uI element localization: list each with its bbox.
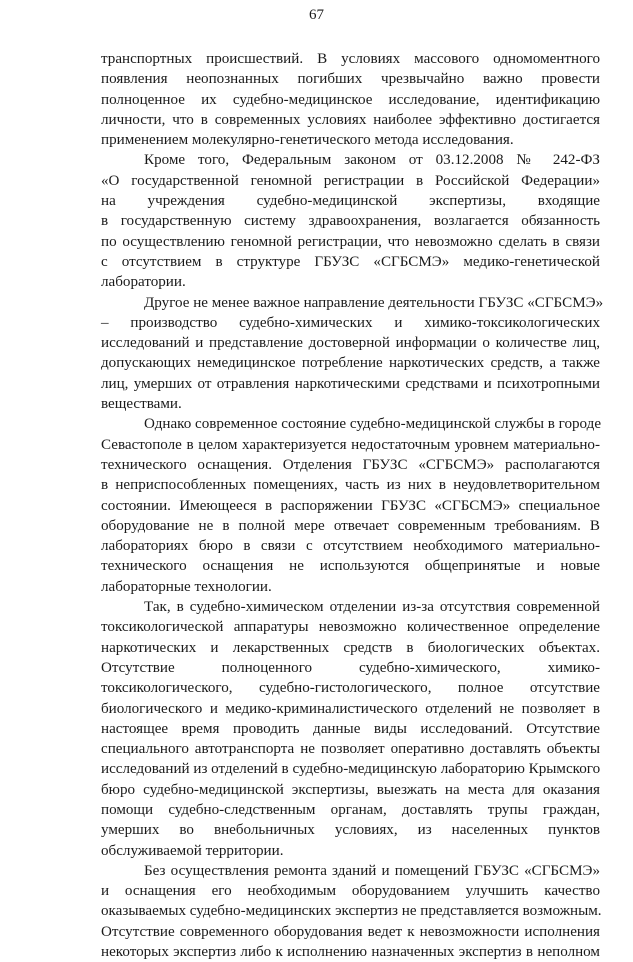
text-line: умерших во внебольничных условиях, из населенных пунктов	[101, 822, 600, 839]
text-line: полноценное их судебно-медицинское исследование, идентификацию	[101, 91, 600, 108]
text-line: Отсутствие полноценного судебно-химического, химико-	[101, 659, 600, 676]
text-line: технического оснащения. Отделения ГБУЗС «СГБСМЭ» располагаются	[101, 456, 600, 473]
text-line: с отсутствием в структуре ГБУЗС «СГБСМЭ» медико-генетической	[101, 253, 600, 270]
text-line: настоящее время проводить данные виды исследований. Отсутствие	[101, 720, 600, 737]
text-line: оборудование не в полной мере отвечает современным требованиям. В	[101, 517, 600, 534]
paragraph	[101, 293, 604, 415]
text-line: токсикологической аппаратуры невозможно количественное определение	[101, 619, 600, 636]
text-line: в государственную систему здравоохранения, возлагается обязанность	[101, 213, 600, 230]
text-line: личности, что в современных условиях наиболее эффективно достигается	[101, 111, 600, 128]
text-line: специального автотранспорта не позволяет оперативно доставлять объекты	[101, 741, 600, 758]
paragraph	[101, 597, 600, 861]
text-line: Отсутствие современного оборудования ведет к невозможности исполнения	[101, 923, 600, 940]
text-line: токсикологического, судебно-гистологического, полное отсутствие	[101, 680, 600, 697]
text-line: веществами.	[101, 396, 182, 413]
text-line: лаборатории.	[101, 274, 186, 291]
text-line: состоянии. Имеющееся в распоряжении ГБУЗС «СГБСМЭ» специальное	[101, 497, 600, 514]
paragraph	[101, 861, 600, 962]
text-line: Без осуществления ремонта зданий и помещений ГБУЗС «СГБСМЭ»	[144, 862, 600, 879]
text-line: обслуживаемой территории.	[101, 842, 284, 859]
text-line: Однако современное состояние судебно-медицинской службы в городе	[144, 416, 602, 433]
text-line: бюро судебно-медицинской экспертизы, выезжать на места для оказания	[101, 781, 600, 798]
text-line: биологического и медико-криминалистического отделений не позволяет в	[101, 700, 600, 717]
text-line: и оснащения его необходимым оборудованием улучшить качество	[101, 883, 600, 900]
text-line: некоторых экспертиз либо к исполнению назначенных экспертиз в неполном	[101, 944, 600, 961]
text-line: наркотических и лекарственных средств в биологических объектах.	[101, 639, 600, 656]
text-line: в неприспособленных помещениях, часть из них в неудовлетворительном	[101, 477, 600, 494]
text-line: на учреждения судебно-медицинской экспертизы, входящие	[101, 193, 600, 210]
page-number: 67	[309, 7, 324, 23]
text-line: Кроме того, Федеральным законом от 03.12.2008 № 242-ФЗ	[144, 152, 600, 169]
text-line: Другое не менее важное направление деятельности ГБУЗС «СГБСМЭ»	[144, 294, 604, 311]
text-line: допускающих немедицинское потребление наркотических средств, а также	[101, 355, 600, 372]
paragraph	[101, 49, 600, 150]
text-line: исследований из отделений в судебно-медицинскую лабораторию Крымского	[101, 761, 601, 778]
text-line: по осуществлению геномной регистрации, что невозможно сделать в связи	[101, 233, 600, 250]
text-line: оказываемых судебно-медицинских экспертиз не представляется возможным.	[101, 903, 602, 920]
document-body	[101, 49, 604, 962]
text-line: Так, в судебно-химическом отделении из-за отсутствия современной	[144, 599, 600, 616]
text-line: транспортных происшествий. В условиях массового одномоментного	[101, 51, 600, 67]
text-line: лабораториях бюро в связи с отсутствием необходимого материально-	[101, 538, 600, 555]
text-line: лабораторные технологии.	[101, 578, 272, 595]
paragraph	[101, 150, 600, 292]
text-line: помощи судебно-следственным органам, доставлять трупы граждан,	[101, 801, 600, 818]
text-line: исследований и представление достоверной информации о количестве лиц,	[101, 335, 600, 352]
text-line: – производство судебно-химических и химико-токсикологических	[101, 314, 600, 331]
text-line: применением молекулярно-генетического метода исследования.	[101, 132, 514, 149]
paragraph	[101, 414, 600, 597]
text-line: лиц, умерших от отравления наркотическими средствами и психотропными	[101, 375, 600, 392]
text-line: «О государственной геномной регистрации в Российской Федерации»	[101, 172, 600, 189]
text-line: появления неопознанных погибших чрезвычайно важно провести	[101, 71, 600, 88]
text-line: технического оснащения не используются общепринятые и новые	[101, 558, 600, 575]
text-line: Севастополе в целом характеризуется недостаточным уровнем материально-	[101, 436, 600, 453]
